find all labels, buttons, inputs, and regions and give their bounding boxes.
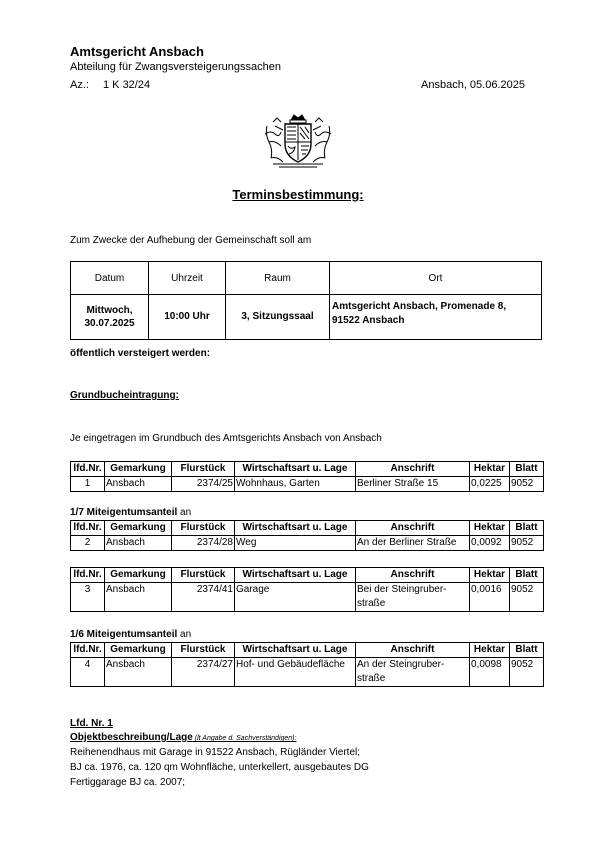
col-anschrift: Anschrift: [356, 643, 470, 658]
cell-gemarkung: Ansbach: [105, 658, 172, 687]
parcel-header-row: [71, 568, 544, 583]
col-wirtschaftsart: Wirtschaftsart u. Lage: [235, 643, 356, 658]
col-wirtschaftsart: Wirtschaftsart u. Lage: [235, 568, 356, 583]
appointment-table: [70, 261, 542, 340]
anschrift-line-1: An der Steingruber-: [357, 659, 445, 670]
page-title: Terminsbestimmung:: [232, 187, 364, 202]
cell-blatt: 9052: [510, 658, 544, 687]
table-row: [71, 536, 544, 551]
cell-hektar: 0,0098: [470, 658, 510, 687]
cell-anschrift: Berliner Straße 15: [356, 477, 470, 492]
header-ort: Ort: [330, 262, 542, 295]
col-flurstueck: Flurstück: [172, 568, 235, 583]
appointment-row: [71, 295, 542, 340]
anschrift-line-2: straße: [357, 598, 386, 609]
file-number: 1 K 32/24: [103, 79, 151, 91]
col-blatt: Blatt: [510, 521, 544, 536]
place-date: Ansbach, 05.06.2025: [421, 79, 525, 91]
cell-wirtschaftsart: Wohnhaus, Garten: [235, 477, 356, 492]
parcel-table-4: [70, 642, 544, 687]
court-name: Amtsgericht Ansbach: [70, 44, 204, 59]
col-anschrift: Anschrift: [356, 568, 470, 583]
cell-gemarkung: Ansbach: [105, 583, 172, 612]
table-row: [71, 658, 544, 687]
cell-nr: 2: [71, 536, 105, 551]
cell-anschrift: [356, 583, 470, 612]
col-hektar: Hektar: [470, 462, 510, 477]
appointment-header-row: [71, 262, 542, 295]
parcel-header-row: [71, 521, 544, 536]
cell-hektar: 0,0225: [470, 477, 510, 492]
bavarian-coat-of-arms-icon: [261, 112, 335, 170]
col-lfd-nr: lfd.Nr.: [71, 462, 105, 477]
date: 30.07.2025: [84, 318, 135, 329]
cell-wirtschaftsart: Hof- und Gebäudefläche: [235, 658, 356, 687]
col-hektar: Hektar: [470, 643, 510, 658]
col-lfd-nr: lfd.Nr.: [71, 521, 105, 536]
cell-flurstueck: 2374/25: [172, 477, 235, 492]
cell-gemarkung: Ansbach: [105, 536, 172, 551]
cell-nr: 4: [71, 658, 105, 687]
intro-text: Zum Zwecke der Aufhebung der Gemeinschaft soll am: [70, 235, 312, 246]
cell-blatt: 9052: [510, 536, 544, 551]
cell-anschrift: [356, 658, 470, 687]
cell-anschrift: An der Berliner Straße: [356, 536, 470, 551]
cell-hektar: 0,0092: [470, 536, 510, 551]
col-gemarkung: Gemarkung: [105, 568, 172, 583]
col-flurstueck: Flurstück: [172, 462, 235, 477]
col-gemarkung: Gemarkung: [105, 643, 172, 658]
col-hektar: Hektar: [470, 568, 510, 583]
parcel-table-1: [70, 461, 544, 492]
share-fraction: 1/6 Miteigentumsanteil: [70, 629, 178, 640]
header-uhrzeit: Uhrzeit: [149, 262, 226, 295]
share-label-1: [70, 507, 191, 518]
file-number-label: Az.:: [70, 79, 89, 91]
cell-hektar: 0,0016: [470, 583, 510, 612]
weekday: Mittwoch,: [86, 304, 133, 316]
land-register-text: Je eingetragen im Grundbuch des Amtsgerichts Ansbach von Ansbach: [70, 433, 382, 444]
share-label-2: [70, 629, 191, 640]
cell-ort: [330, 295, 542, 340]
cell-flurstueck: 2374/41: [172, 583, 235, 612]
object-heading: [70, 732, 296, 743]
col-wirtschaftsart: Wirtschaftsart u. Lage: [235, 521, 356, 536]
col-flurstueck: Flurstück: [172, 643, 235, 658]
share-suffix: an: [177, 507, 192, 518]
col-lfd-nr: lfd.Nr.: [71, 643, 105, 658]
cell-raum: 3, Sitzungssaal: [226, 295, 330, 340]
cell-flurstueck: 2374/28: [172, 536, 235, 551]
object-description-line: Fertiggarage BJ ca. 2007;: [70, 777, 186, 788]
header-raum: Raum: [226, 262, 330, 295]
ort-line-1: Amtsgericht Ansbach, Promenade 8,: [332, 301, 507, 312]
ort-line-2: 91522 Ansbach: [332, 314, 405, 326]
department-name: Abteilung für Zwangsversteigerungssachen: [70, 61, 281, 73]
table-row: [71, 477, 544, 492]
share-fraction: 1/7 Miteigentumsanteil: [70, 507, 178, 518]
cell-gemarkung: Ansbach: [105, 477, 172, 492]
cell-flurstueck: 2374/27: [172, 658, 235, 687]
table-row: [71, 583, 544, 612]
col-gemarkung: Gemarkung: [105, 521, 172, 536]
anschrift-line-1: Bei der Steingruber-: [357, 584, 447, 595]
header-datum: Datum: [71, 262, 149, 295]
share-suffix: an: [177, 629, 192, 640]
col-blatt: Blatt: [510, 462, 544, 477]
auction-statement: öffentlich versteigert werden:: [70, 348, 211, 359]
col-anschrift: Anschrift: [356, 521, 470, 536]
anschrift-line-2: straße: [357, 673, 386, 684]
cell-nr: 1: [71, 477, 105, 492]
cell-wirtschaftsart: Weg: [235, 536, 356, 551]
col-anschrift: Anschrift: [356, 462, 470, 477]
cell-wirtschaftsart: Garage: [235, 583, 356, 612]
col-blatt: Blatt: [510, 643, 544, 658]
object-description-line: BJ ca. 1976, ca. 120 qm Wohnfläche, unterkellert, ausgebautes DG: [70, 762, 369, 773]
col-flurstueck: Flurstück: [172, 521, 235, 536]
cell-datum: [71, 295, 149, 340]
cell-nr: 3: [71, 583, 105, 612]
parcel-table-2: [70, 520, 544, 551]
parcel-header-row: [71, 462, 544, 477]
cell-uhrzeit: 10:00 Uhr: [149, 295, 226, 340]
object-heading-note: (lt Angabe d. Sachverständigen):: [192, 735, 297, 742]
col-hektar: Hektar: [470, 521, 510, 536]
cell-blatt: 9052: [510, 477, 544, 492]
col-blatt: Blatt: [510, 568, 544, 583]
object-description-line: Reihenendhaus mit Garage in 91522 Ansbach, Rügländer Viertel;: [70, 747, 361, 758]
parcel-table-3: [70, 567, 544, 612]
col-wirtschaftsart: Wirtschaftsart u. Lage: [235, 462, 356, 477]
land-register-heading: Grundbucheintragung:: [70, 390, 179, 401]
col-lfd-nr: lfd.Nr.: [71, 568, 105, 583]
col-gemarkung: Gemarkung: [105, 462, 172, 477]
parcel-header-row: [71, 643, 544, 658]
object-heading-label: Objektbeschreibung/Lage: [70, 732, 193, 743]
item-number-heading: Lfd. Nr. 1: [70, 718, 113, 729]
cell-blatt: 9052: [510, 583, 544, 612]
